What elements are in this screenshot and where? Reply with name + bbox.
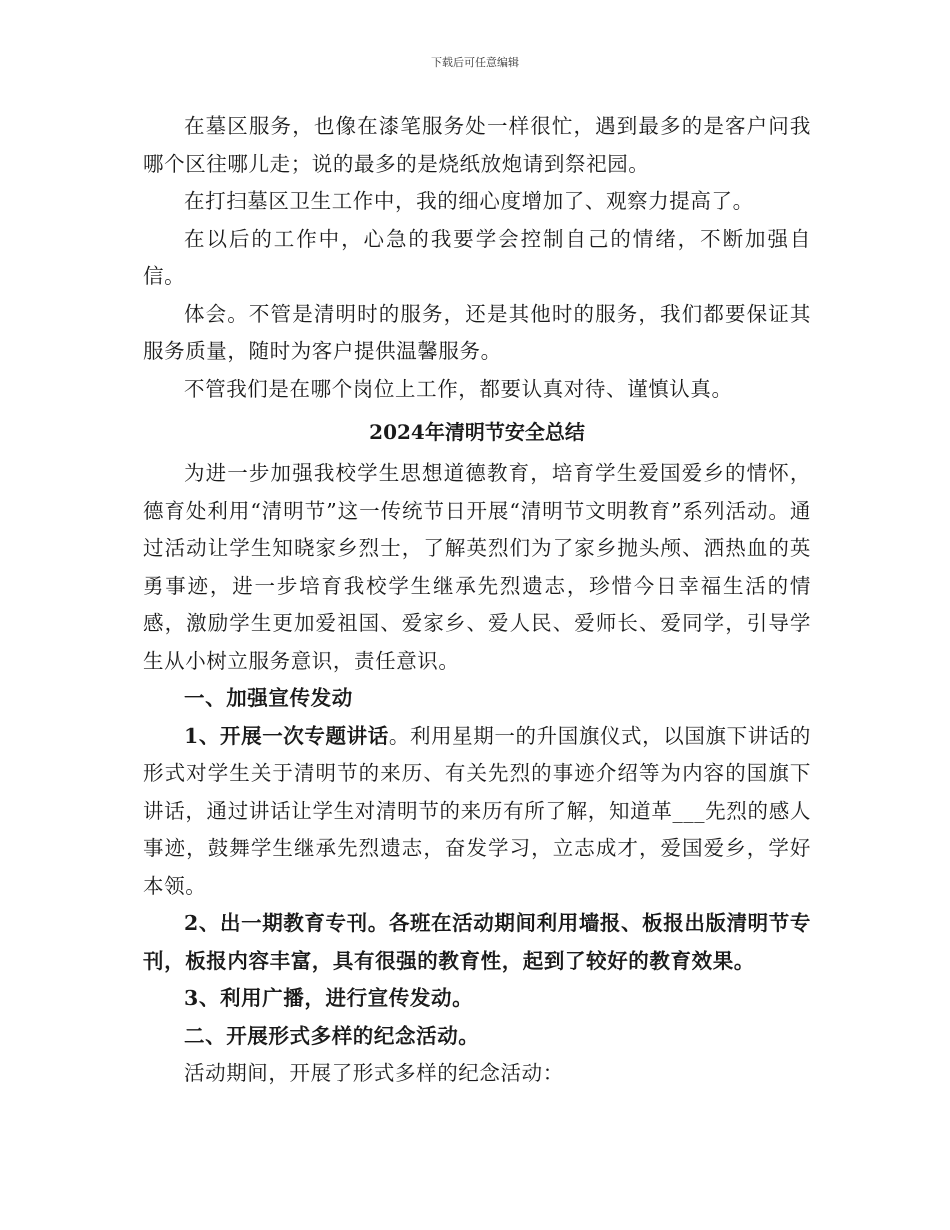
item-2-paragraph: 2、出一期教育专刊。各班在活动期间利用墙报、板报出版清明节专刊，板报内容丰富，具有很强的教育性，起到了较好的教育效果。 — [143, 911, 811, 973]
paragraph: 在以后的工作中，心急的我要学会控制自己的情绪，不断加强自信。 — [143, 226, 811, 288]
paragraph: 在墓区服务，也像在漆笔服务处一样很忙，遇到最多的是客户问我哪个区往哪儿走；说的最多的是烧纸放炮请到祭祀园。 — [143, 114, 811, 176]
section-title: 2024年清明节安全总结 — [369, 420, 585, 444]
item-3-paragraph: 3、利用广播，进行宣传发动。 — [184, 986, 474, 1010]
paragraph: 在打扫墓区卫生工作中，我的细心度增加了、观察力提高了。 — [184, 189, 754, 213]
page-header: 下载后可任意编辑 — [431, 56, 519, 69]
item-1-lead: 1、开展一次专题讲话 — [184, 723, 389, 748]
paragraph: 不管我们是在哪个岗位上工作，都要认真对待、谨慎认真。 — [184, 376, 733, 401]
item-1-text: 。利用星期一的升国旗仪式，以国旗下讲话的形式对学生关于清明节的来历、有关先烈的事迹介绍等为内容的国旗下讲话，通过讲话让学生对清明节的来历有所了解，知道革___先烈的感人事迹，鼓舞学生继承先烈遗志，奋发学习，立志成才，爱国爱乡，学好本领。 — [143, 723, 812, 898]
heading-2: 二、开展形式多样的纪念活动。 — [184, 1023, 480, 1048]
item-1-paragraph — [143, 718, 811, 906]
document-body — [143, 108, 811, 1093]
intro-paragraph: 为进一步加强我校学生思想道德教育，培育学生爱国爱乡的情怀，德育处利用“清明节”这一传统节日开展“清明节文明教育”系列活动。通过活动让学生知晓家乡烈士，了解英烈们为了家乡抛头颅、洒热血的英勇事迹，进一步培育我校学生继承先烈遗志，珍惜今日幸福生活的情感，激励学生更加爱祖国、爱家乡、爱人民、爱师长、爱同学，引导学生从小树立服务意识，责任意识。 — [143, 461, 811, 673]
heading-1: 一、加强宣传发动 — [184, 686, 353, 710]
closing-paragraph: 活动期间，开展了形式多样的纪念活动： — [184, 1061, 564, 1085]
paragraph: 体会。不管是清明时的服务，还是其他时的服务，我们都要保证其服务质量，随时为客户提供温馨服务。 — [143, 301, 811, 363]
